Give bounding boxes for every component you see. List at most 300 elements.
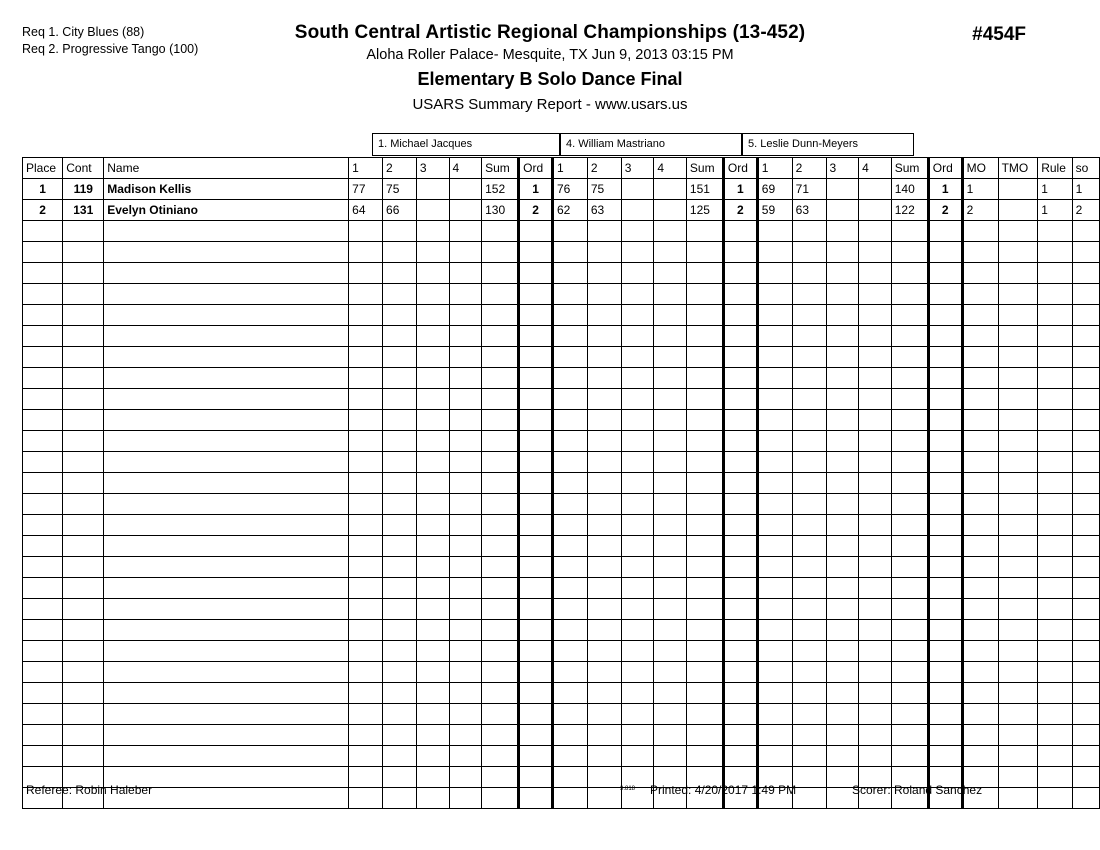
cell-empty-name <box>104 557 349 578</box>
cell-j2-score-1-0: 76 <box>552 179 587 200</box>
cell-empty-j2-1 <box>552 389 587 410</box>
cell-place-1: 2 <box>23 200 63 221</box>
cell-empty-so <box>1072 242 1099 263</box>
cell-empty-j2-3 <box>621 431 654 452</box>
cell-empty-j1-ord <box>519 599 553 620</box>
cell-empty-j3-4 <box>859 620 892 641</box>
cell-empty-j2-4 <box>654 662 687 683</box>
cell-empty-j2-3 <box>621 683 654 704</box>
cell-empty-name <box>104 494 349 515</box>
cell-empty-rule <box>1038 578 1072 599</box>
cell-empty-so <box>1072 263 1099 284</box>
col-j1-sum: Sum <box>482 158 519 179</box>
cell-empty-j3-4 <box>859 683 892 704</box>
cell-empty-rule <box>1038 746 1072 767</box>
cell-empty-j1-sum <box>482 347 519 368</box>
cell-empty-tmo <box>998 221 1038 242</box>
cell-empty-j2-2 <box>587 221 621 242</box>
cell-empty-j2-4 <box>654 221 687 242</box>
cell-rule-0: 1 <box>1038 179 1072 200</box>
cell-empty-place <box>23 263 63 284</box>
cell-empty-j2-ord <box>723 452 757 473</box>
col-j3-score-2: 2 <box>792 158 826 179</box>
cell-so-1: 2 <box>1072 200 1099 221</box>
cell-empty-j3-1 <box>757 599 792 620</box>
cell-empty-j2-4 <box>654 746 687 767</box>
cell-empty-tmo <box>998 746 1038 767</box>
cell-empty-mo <box>962 452 998 473</box>
cell-empty-j3-ord <box>928 662 962 683</box>
cell-empty-j1-4 <box>449 599 482 620</box>
cell-empty-j1-3 <box>416 704 449 725</box>
cell-empty-j1-ord <box>519 557 553 578</box>
cell-empty-j3-4 <box>859 263 892 284</box>
cell-empty-j2-1 <box>552 284 587 305</box>
cell-empty-so <box>1072 536 1099 557</box>
cell-empty-j2-1 <box>552 536 587 557</box>
cell-empty-rule <box>1038 641 1072 662</box>
cell-empty-j1-2 <box>383 242 417 263</box>
cell-empty-j2-2 <box>587 515 621 536</box>
cell-empty-j3-2 <box>792 662 826 683</box>
cell-empty-j3-ord <box>928 704 962 725</box>
cell-empty-j1-4 <box>449 473 482 494</box>
cell-empty-name <box>104 683 349 704</box>
cell-empty-j3-2 <box>792 263 826 284</box>
cell-empty-j2-1 <box>552 410 587 431</box>
cell-empty-j1-1 <box>349 221 383 242</box>
cell-empty-j1-3 <box>416 515 449 536</box>
cell-empty-j2-4 <box>654 326 687 347</box>
table-row-empty <box>23 326 1100 347</box>
cell-empty-j1-3 <box>416 431 449 452</box>
cell-empty-mo <box>962 641 998 662</box>
cell-place-0: 1 <box>23 179 63 200</box>
cell-empty-j1-3 <box>416 473 449 494</box>
cell-empty-j2-3 <box>621 494 654 515</box>
cell-empty-j1-4 <box>449 242 482 263</box>
cell-empty-j3-1 <box>757 641 792 662</box>
cell-empty-rule <box>1038 515 1072 536</box>
cell-empty-j1-4 <box>449 494 482 515</box>
cell-empty-j2-3 <box>621 704 654 725</box>
cell-empty-j1-1 <box>349 767 383 788</box>
cell-empty-mo <box>962 410 998 431</box>
cell-empty-j2-3 <box>621 578 654 599</box>
cell-empty-j3-sum <box>891 515 928 536</box>
cell-empty-tmo <box>998 305 1038 326</box>
cell-empty-name <box>104 746 349 767</box>
cell-empty-cont <box>63 578 104 599</box>
cell-empty-j2-2 <box>587 389 621 410</box>
cell-empty-j3-sum <box>891 452 928 473</box>
cell-empty-j3-sum <box>891 389 928 410</box>
cell-empty-j3-ord <box>928 242 962 263</box>
cell-empty-name <box>104 725 349 746</box>
cell-empty-j2-2 <box>587 431 621 452</box>
table-row-empty <box>23 620 1100 641</box>
cell-empty-j1-3 <box>416 389 449 410</box>
cell-empty-j1-2 <box>383 725 417 746</box>
cell-empty-j3-ord <box>928 347 962 368</box>
cell-empty-j2-2 <box>587 557 621 578</box>
cell-empty-place <box>23 389 63 410</box>
cell-empty-j1-sum <box>482 599 519 620</box>
col-j2-sum: Sum <box>686 158 723 179</box>
results-table-body <box>23 179 1100 809</box>
table-row <box>23 179 1100 200</box>
cell-empty-j1-3 <box>416 305 449 326</box>
cell-empty-j2-2 <box>587 746 621 767</box>
cell-empty-j1-sum <box>482 431 519 452</box>
cell-empty-j1-sum <box>482 452 519 473</box>
cell-tmo-0 <box>998 179 1038 200</box>
cell-empty-j2-sum <box>686 221 723 242</box>
venue-line: Aloha Roller Palace- Mesquite, TX Jun 9, 2013 03:15 PM <box>366 47 734 63</box>
table-row-empty <box>23 473 1100 494</box>
cell-empty-tmo <box>998 368 1038 389</box>
cell-empty-cont <box>63 473 104 494</box>
judge-3-label: 5. Leslie Dunn-Meyers <box>742 134 914 156</box>
cell-empty-j2-ord <box>723 683 757 704</box>
cell-empty-j3-3 <box>826 662 859 683</box>
cell-empty-j2-1 <box>552 557 587 578</box>
cell-empty-j1-ord <box>519 746 553 767</box>
cell-empty-j1-1 <box>349 578 383 599</box>
cell-empty-j3-sum <box>891 494 928 515</box>
cell-empty-so <box>1072 368 1099 389</box>
cell-empty-j2-2 <box>587 578 621 599</box>
cell-empty-j1-1 <box>349 557 383 578</box>
cell-empty-tmo <box>998 620 1038 641</box>
cell-empty-place <box>23 347 63 368</box>
cell-so-0: 1 <box>1072 179 1099 200</box>
cell-empty-rule <box>1038 389 1072 410</box>
cell-empty-j1-3 <box>416 536 449 557</box>
col-j1-score-3: 3 <box>416 158 449 179</box>
cell-empty-j2-4 <box>654 599 687 620</box>
cell-empty-j2-ord <box>723 431 757 452</box>
cell-empty-j1-2 <box>383 515 417 536</box>
cell-empty-j1-1 <box>349 662 383 683</box>
cell-empty-mo <box>962 704 998 725</box>
cell-empty-j3-sum <box>891 431 928 452</box>
cell-empty-j2-2 <box>587 452 621 473</box>
cell-empty-cont <box>63 242 104 263</box>
cell-empty-j2-sum <box>686 473 723 494</box>
cell-empty-j1-1 <box>349 242 383 263</box>
cell-empty-tmo <box>998 347 1038 368</box>
cell-empty-j3-4 <box>859 347 892 368</box>
cell-empty-j1-2 <box>383 557 417 578</box>
cell-empty-tmo <box>998 683 1038 704</box>
cell-empty-rule <box>1038 704 1072 725</box>
table-row-empty <box>23 578 1100 599</box>
cell-empty-mo <box>962 620 998 641</box>
cell-empty-j1-sum <box>482 704 519 725</box>
cell-j1-score-4-1 <box>449 200 482 221</box>
cell-empty-mo <box>962 263 998 284</box>
cell-empty-j3-1 <box>757 347 792 368</box>
cell-empty-j1-2 <box>383 347 417 368</box>
cell-empty-j3-ord <box>928 725 962 746</box>
cell-empty-j2-2 <box>587 662 621 683</box>
cell-empty-j2-2 <box>587 284 621 305</box>
cell-empty-so <box>1072 767 1099 788</box>
revision-label: 3.818 <box>620 786 636 792</box>
cell-empty-cont <box>63 221 104 242</box>
cell-empty-j3-3 <box>826 452 859 473</box>
printed-label: Printed: 4/20/2017 1:49 PM <box>650 783 797 797</box>
col-j3-ord: Ord <box>928 158 962 179</box>
cell-empty-rule <box>1038 431 1072 452</box>
cell-empty-j2-ord <box>723 578 757 599</box>
cell-empty-cont <box>63 410 104 431</box>
cell-empty-j2-4 <box>654 578 687 599</box>
cell-name-0: Madison Kellis <box>104 179 349 200</box>
cell-empty-j1-3 <box>416 725 449 746</box>
cell-empty-cont <box>63 284 104 305</box>
cell-empty-j2-4 <box>654 305 687 326</box>
cell-empty-j1-ord <box>519 221 553 242</box>
judge-1-label: 1. Michael Jacques <box>372 134 560 156</box>
cell-empty-j2-2 <box>587 326 621 347</box>
cell-empty-tmo <box>998 452 1038 473</box>
cell-empty-rule <box>1038 326 1072 347</box>
cell-empty-j3-sum <box>891 662 928 683</box>
cell-empty-mo <box>962 221 998 242</box>
cell-empty-j1-3 <box>416 557 449 578</box>
cell-empty-j2-3 <box>621 536 654 557</box>
cell-empty-j1-ord <box>519 410 553 431</box>
cell-empty-j3-4 <box>859 389 892 410</box>
cell-empty-j2-sum <box>686 305 723 326</box>
cell-empty-j1-3 <box>416 326 449 347</box>
cell-empty-j1-3 <box>416 494 449 515</box>
cell-empty-j1-sum <box>482 620 519 641</box>
cell-empty-j1-ord <box>519 494 553 515</box>
cell-empty-j1-sum <box>482 683 519 704</box>
cell-empty-j2-1 <box>552 788 587 809</box>
cell-empty-j1-3 <box>416 683 449 704</box>
cell-empty-j2-sum <box>686 410 723 431</box>
cell-empty-place <box>23 746 63 767</box>
cell-empty-j2-1 <box>552 620 587 641</box>
cell-empty-tmo <box>998 473 1038 494</box>
cell-empty-j3-2 <box>792 326 826 347</box>
cell-empty-name <box>104 410 349 431</box>
cell-empty-name <box>104 536 349 557</box>
cell-empty-cont <box>63 683 104 704</box>
col-j1-score-2: 2 <box>383 158 417 179</box>
cell-empty-rule <box>1038 725 1072 746</box>
cell-empty-j1-ord <box>519 284 553 305</box>
requirement-2: Req 2. Progressive Tango (100) <box>22 42 199 56</box>
cell-empty-name <box>104 515 349 536</box>
cell-empty-j3-4 <box>859 704 892 725</box>
cell-empty-j1-ord <box>519 452 553 473</box>
cell-empty-name <box>104 389 349 410</box>
cell-empty-j1-sum <box>482 242 519 263</box>
cell-j3-score-2-0: 71 <box>792 179 826 200</box>
cell-empty-j1-3 <box>416 242 449 263</box>
cell-empty-name <box>104 473 349 494</box>
cell-empty-j3-4 <box>859 494 892 515</box>
cell-empty-j2-3 <box>621 389 654 410</box>
cell-empty-j3-1 <box>757 452 792 473</box>
cell-empty-j2-ord <box>723 704 757 725</box>
cell-empty-tmo <box>998 263 1038 284</box>
cell-empty-place <box>23 494 63 515</box>
cell-empty-cont <box>63 704 104 725</box>
cell-empty-j2-3 <box>621 557 654 578</box>
cell-j3-score-2-1: 63 <box>792 200 826 221</box>
cell-empty-mo <box>962 599 998 620</box>
cell-empty-cont <box>63 515 104 536</box>
cell-empty-j1-2 <box>383 620 417 641</box>
cell-empty-j1-sum <box>482 494 519 515</box>
cell-empty-j3-3 <box>826 305 859 326</box>
cell-empty-j1-3 <box>416 452 449 473</box>
cell-empty-rule <box>1038 347 1072 368</box>
cell-empty-j2-4 <box>654 347 687 368</box>
cell-empty-j3-3 <box>826 704 859 725</box>
cell-empty-j3-sum <box>891 704 928 725</box>
cell-empty-name <box>104 284 349 305</box>
cell-empty-j3-2 <box>792 368 826 389</box>
cell-empty-rule <box>1038 620 1072 641</box>
cell-empty-j1-ord <box>519 242 553 263</box>
cell-empty-j2-4 <box>654 452 687 473</box>
cell-empty-j1-1 <box>349 410 383 431</box>
cell-empty-j2-sum <box>686 515 723 536</box>
cell-empty-j3-3 <box>826 557 859 578</box>
cell-empty-j3-ord <box>928 557 962 578</box>
cell-empty-j2-3 <box>621 347 654 368</box>
cell-empty-j1-2 <box>383 704 417 725</box>
cell-empty-j1-sum <box>482 662 519 683</box>
cell-empty-j2-2 <box>587 704 621 725</box>
cell-empty-j2-4 <box>654 641 687 662</box>
cell-empty-j2-3 <box>621 515 654 536</box>
cell-empty-j2-ord <box>723 410 757 431</box>
cell-empty-so <box>1072 221 1099 242</box>
cell-empty-j3-2 <box>792 536 826 557</box>
cell-empty-j3-ord <box>928 284 962 305</box>
cell-empty-j1-3 <box>416 263 449 284</box>
cell-empty-tmo <box>998 578 1038 599</box>
cell-empty-cont <box>63 725 104 746</box>
cell-empty-j3-2 <box>792 725 826 746</box>
cell-empty-so <box>1072 557 1099 578</box>
cell-empty-j2-sum <box>686 347 723 368</box>
cell-empty-j3-2 <box>792 704 826 725</box>
cell-empty-j3-3 <box>826 725 859 746</box>
table-row-empty <box>23 263 1100 284</box>
cell-empty-tmo <box>998 767 1038 788</box>
cell-empty-tmo <box>998 242 1038 263</box>
cell-empty-j2-2 <box>587 788 621 809</box>
col-j2-score-4: 4 <box>654 158 687 179</box>
cell-empty-rule <box>1038 305 1072 326</box>
cell-empty-j2-ord <box>723 221 757 242</box>
cell-empty-place <box>23 704 63 725</box>
cell-empty-j1-4 <box>449 557 482 578</box>
cell-empty-j3-1 <box>757 494 792 515</box>
cell-empty-j1-ord <box>519 683 553 704</box>
cell-empty-place <box>23 305 63 326</box>
table-row-empty <box>23 515 1100 536</box>
cell-empty-j1-ord <box>519 704 553 725</box>
cell-empty-j2-sum <box>686 704 723 725</box>
cell-empty-j1-1 <box>349 389 383 410</box>
cell-empty-name <box>104 221 349 242</box>
cell-empty-j3-2 <box>792 788 826 809</box>
cell-empty-cont <box>63 389 104 410</box>
cell-empty-j1-3 <box>416 662 449 683</box>
cell-empty-j3-2 <box>792 557 826 578</box>
cell-empty-j3-2 <box>792 494 826 515</box>
cell-empty-j1-2 <box>383 326 417 347</box>
cell-mo-1: 2 <box>962 200 998 221</box>
cell-empty-j2-4 <box>654 704 687 725</box>
cell-empty-place <box>23 326 63 347</box>
cell-empty-j3-1 <box>757 410 792 431</box>
cell-empty-j3-ord <box>928 536 962 557</box>
cell-empty-cont <box>63 494 104 515</box>
cell-empty-j2-1 <box>552 221 587 242</box>
cell-j2-score-3-0 <box>621 179 654 200</box>
cell-empty-mo <box>962 242 998 263</box>
cell-empty-j2-ord <box>723 536 757 557</box>
cell-empty-name <box>104 305 349 326</box>
cell-empty-j2-ord <box>723 662 757 683</box>
col-rule: Rule <box>1038 158 1072 179</box>
cell-empty-j3-sum <box>891 683 928 704</box>
cell-j1-score-2-1: 66 <box>383 200 417 221</box>
cell-empty-j1-2 <box>383 221 417 242</box>
cell-empty-j2-sum <box>686 431 723 452</box>
cell-empty-j2-4 <box>654 536 687 557</box>
cell-empty-tmo <box>998 494 1038 515</box>
cell-empty-j2-3 <box>621 725 654 746</box>
cell-empty-j3-2 <box>792 284 826 305</box>
cell-empty-j1-ord <box>519 473 553 494</box>
cell-empty-j1-1 <box>349 347 383 368</box>
cell-empty-j2-2 <box>587 410 621 431</box>
cell-empty-j2-2 <box>587 305 621 326</box>
cell-empty-tmo <box>998 704 1038 725</box>
cell-empty-so <box>1072 788 1099 809</box>
cell-empty-j1-2 <box>383 263 417 284</box>
cell-empty-j3-ord <box>928 641 962 662</box>
col-j3-sum: Sum <box>891 158 928 179</box>
cell-empty-tmo <box>998 641 1038 662</box>
cell-empty-j2-3 <box>621 452 654 473</box>
cell-empty-mo <box>962 725 998 746</box>
cell-empty-place <box>23 221 63 242</box>
cell-empty-cont <box>63 326 104 347</box>
cell-empty-j2-sum <box>686 263 723 284</box>
cell-empty-rule <box>1038 557 1072 578</box>
cell-empty-j1-4 <box>449 389 482 410</box>
cell-empty-j3-ord <box>928 515 962 536</box>
cell-empty-place <box>23 452 63 473</box>
cell-empty-j1-2 <box>383 683 417 704</box>
cell-empty-j1-4 <box>449 452 482 473</box>
cell-empty-mo <box>962 431 998 452</box>
cell-empty-j2-sum <box>686 557 723 578</box>
